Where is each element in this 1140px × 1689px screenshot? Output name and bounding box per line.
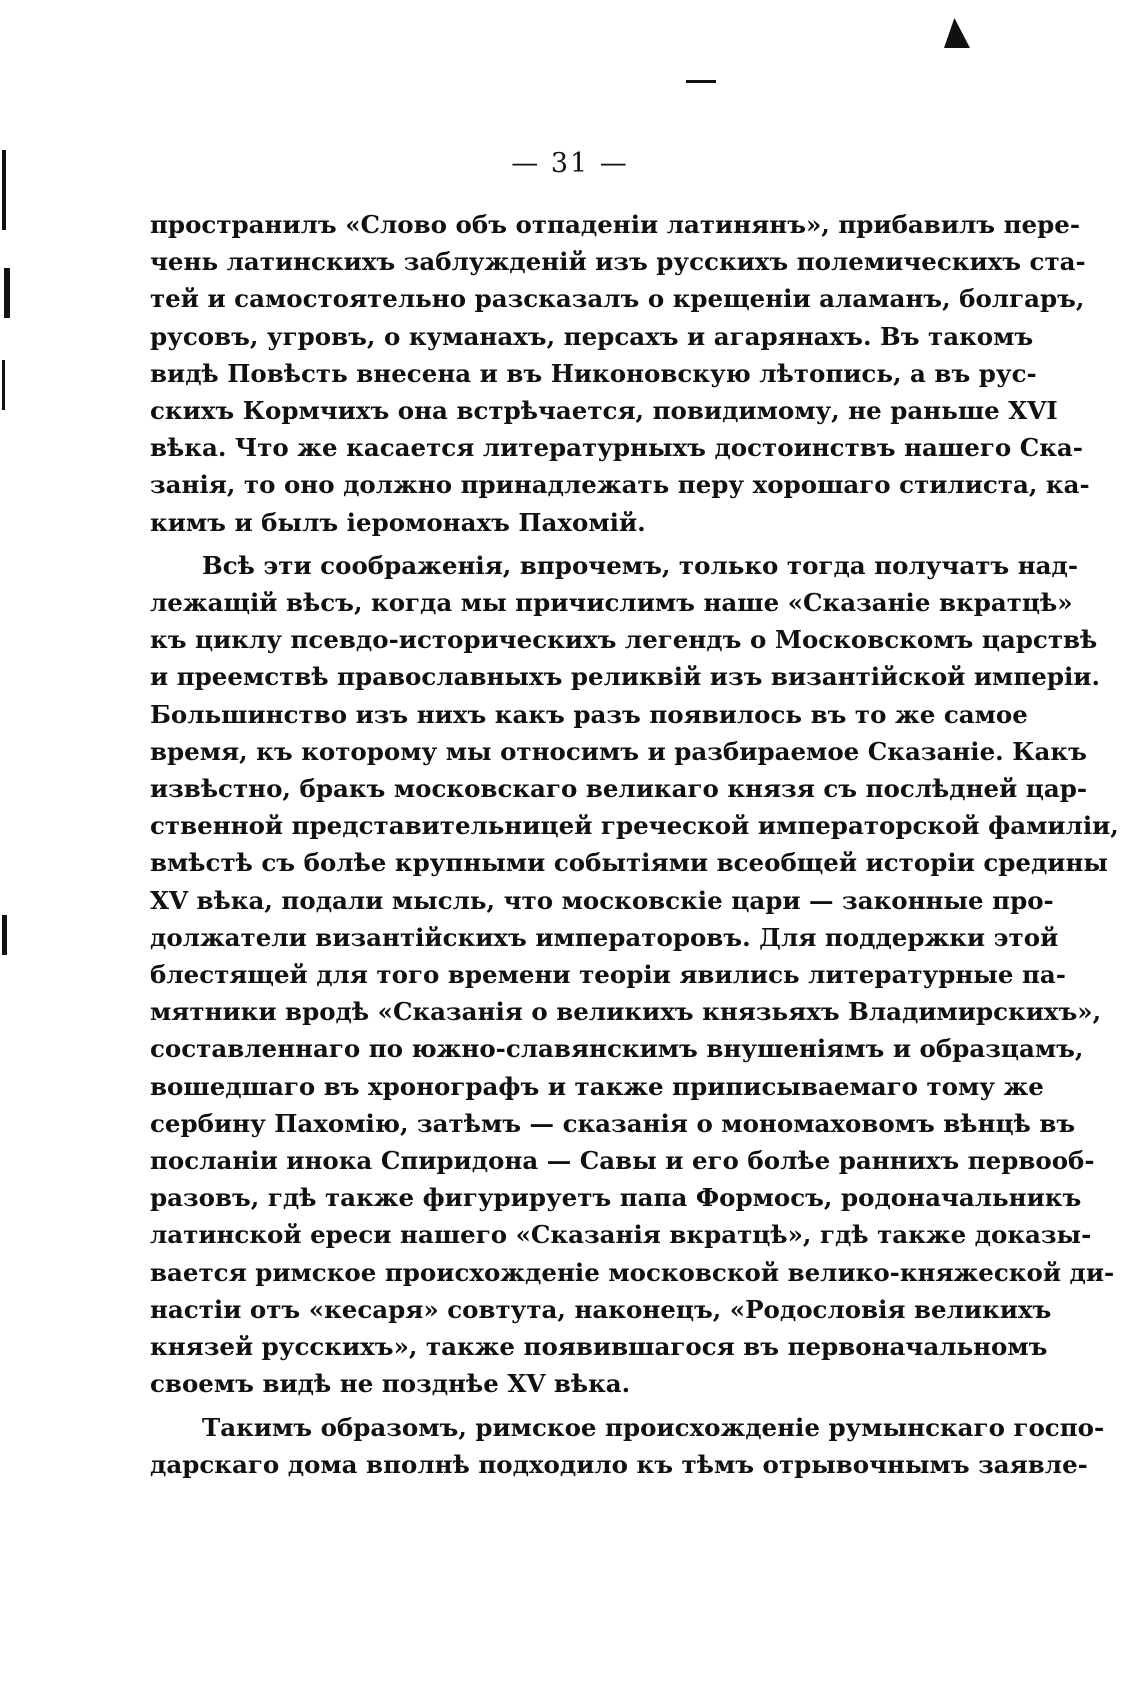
text-line: скихъ Кормчихъ она встрѣчается, повидимому, не раньше XVI [150, 396, 1058, 426]
text-line: русовъ, угровъ, о куманахъ, персахъ и агарянахъ. Въ такомъ [150, 321, 1034, 351]
paragraph-1 [150, 206, 1090, 541]
text-line: вмѣстѣ съ болѣе крупными событіями всеобщей исторіи средины [150, 848, 1108, 878]
text-line: пространилъ «Слово объ отпаденіи латинянъ», прибавилъ пере- [150, 210, 1081, 239]
text-line: посланіи инока Спиридона — Савы и его болѣе раннихъ первооб- [150, 1146, 1095, 1176]
text-line: лежащій вѣсъ, когда мы причислимъ наше «Сказаніе вкратцѣ» [150, 588, 1073, 618]
page-number: — 31 — [511, 148, 629, 179]
text-line: должатели византійскихъ императоровъ. Для поддержки этой [150, 922, 1059, 952]
text-line: къ циклу псевдо-историческихъ легендъ о Московскомъ царствѣ [150, 625, 1098, 655]
text-line: Большинство изъ нихъ какъ разъ появилось въ то же самое [150, 699, 1028, 729]
paragraph-2 [150, 547, 1119, 1403]
text-line: ственной представительницей греческой императорской фамиліи, [150, 811, 1119, 841]
scan-mark-top-right [944, 18, 970, 48]
scan-mark-left-3 [2, 360, 5, 410]
text-line: и преемствѣ православныхъ реликвій изъ византійской имперіи. [150, 662, 1100, 692]
text-line: XV вѣка, подали мысль, что московскіе цари — законные про- [150, 885, 1054, 915]
text-line: вошедшаго въ хронографъ и также приписываемаго тому же [150, 1071, 1044, 1101]
text-line: извѣстно, бракъ московскаго великаго князя съ послѣдней цар- [150, 774, 1088, 804]
text-line: видѣ Повѣсть внесена и въ Никоновскую лѣтопись, а въ рус- [150, 358, 1037, 388]
scan-mark-dash [686, 80, 716, 83]
body-text [150, 206, 1119, 1489]
text-line: разовъ, гдѣ также фигурируетъ папа Формосъ, родоначальникъ [150, 1183, 1082, 1213]
text-line: составленнаго по южно-славянскимъ внушеніямъ и образцамъ, [150, 1034, 1084, 1064]
text-line: сербину Пахомію, затѣмъ — сказанія о мономаховомъ вѣнцѣ въ [150, 1108, 1076, 1138]
text-line: вѣка. Что же касается литературныхъ достоинствъ нашего Ска- [150, 433, 1083, 463]
text-line: Всѣ эти соображенія, впрочемъ, только тогда получатъ над- [202, 550, 1079, 580]
text-line: тей и самостоятельно разсказалъ о крещеніи аламанъ, болгаръ, [150, 284, 1085, 314]
text-line: блестящей для того времени теоріи явились литературные па- [150, 960, 1066, 990]
text-line: настіи отъ «кесаря» совтута, наконецъ, «Родословія великихъ [150, 1294, 1052, 1324]
text-line: время, къ которому мы относимъ и разбираемое Сказаніе. Какъ [150, 736, 1087, 766]
text-line: дарскаго дома вполнѣ подходило къ тѣмъ отрывочнымъ заявле- [150, 1449, 1088, 1479]
scan-mark-left-2 [4, 268, 10, 318]
text-line: вается римское происхожденіе московской велико-княжеской ди- [150, 1257, 1115, 1287]
text-line: своемъ видѣ не позднѣе XV вѣка. [150, 1369, 631, 1399]
text-line: занія, то оно должно принадлежать перу хорошаго стилиста, ка- [150, 470, 1090, 500]
paragraph-3 [150, 1409, 1105, 1483]
text-line: Такимъ образомъ, римское происхожденіе румынскаго госпо- [202, 1412, 1105, 1442]
text-line: кимъ и былъ іеромонахъ Пахомій. [150, 507, 646, 537]
text-line: чень латинскихъ заблужденій изъ русскихъ полемическихъ ста- [150, 247, 1086, 277]
text-line: мятники вродѣ «Сказанія о великихъ князьяхъ Владимирскихъ», [150, 997, 1102, 1027]
text-line: латинской ереси нашего «Сказанія вкратцѣ», гдѣ также доказы- [150, 1220, 1092, 1250]
text-line: князей русскихъ», также появившагося въ первоначальномъ [150, 1332, 1048, 1362]
scan-mark-left-4 [2, 915, 7, 955]
